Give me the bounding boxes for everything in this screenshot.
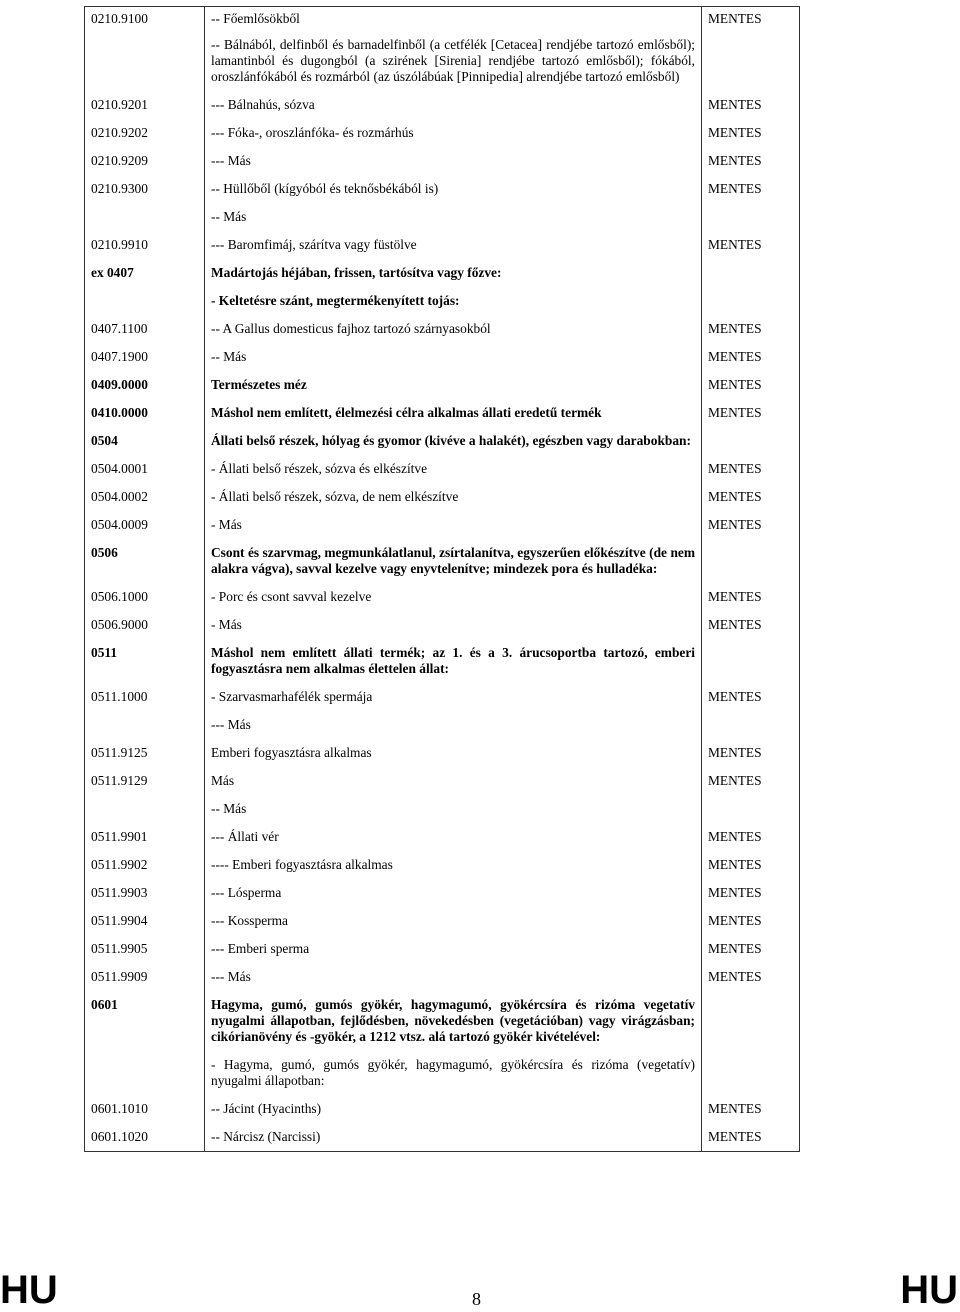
tariff-code: 0511.1000 [85,683,205,711]
table-row [85,991,800,1051]
exemption-status [702,795,800,823]
tariff-code: 0210.9202 [85,119,205,147]
tariff-code: 0511.9129 [85,767,205,795]
table-row [85,1123,800,1152]
exemption-status: MENTES [702,343,800,371]
table-row [85,147,800,175]
tariff-code: 0504.0002 [85,483,205,511]
tariff-code: 0409.0000 [85,371,205,399]
exemption-status: MENTES [702,175,800,203]
exemption-status [702,287,800,315]
tariff-code: 0601.1020 [85,1123,205,1152]
table-row [85,739,800,767]
table-row [85,427,800,455]
table-row [85,711,800,739]
table-row [85,683,800,711]
goods-description: Emberi fogyasztásra alkalmas [205,739,702,767]
table-row [85,483,800,511]
table-row [85,259,800,287]
tariff-code [85,31,205,91]
goods-description: Természetes méz [205,371,702,399]
goods-description: - Állati belső részek, sózva és elkészítve [205,455,702,483]
exemption-status [702,711,800,739]
table-row [85,31,800,91]
tariff-code [85,203,205,231]
goods-description: Hagyma, gumó, gumós gyökér, hagymagumó, gyökércsíra és rizóma vegetatív nyugalmi állapotban, fejlődésben, növekedésben (vegetációban) vagy virágzásban; cikórianövény és -gyökér, a 1212 vtsz. alá tartozó gyökér kivételével: [205,991,702,1051]
exemption-status: MENTES [702,483,800,511]
table-row [85,851,800,879]
goods-description: - Hagyma, gumó, gumós gyökér, hagymagumó, gyökércsíra és rizóma (vegetatív) nyugalmi állapotban: [205,1051,702,1095]
exemption-status: MENTES [702,399,800,427]
table-row [85,7,800,32]
goods-description: Csont és szarvmag, megmunkálatlanul, zsírtalanítva, egyszerűen előkészítve (de nem alakra vágva), savval kezelve vagy enyvtelenítve; mindezek pora és hulladéka: [205,539,702,583]
goods-description: Máshol nem említett állati termék; az 1. és a 3. árucsoportba tartozó, emberi fogyasztásra nem alkalmas élettelen állat: [205,639,702,683]
table-row [85,91,800,119]
exemption-status: MENTES [702,823,800,851]
tariff-code: 0210.9201 [85,91,205,119]
tariff-code: 0511.9903 [85,879,205,907]
exemption-status: MENTES [702,231,800,259]
tariff-code: 0511.9125 [85,739,205,767]
tariff-code: 0210.9300 [85,175,205,203]
exemption-status: MENTES [702,7,800,32]
tariff-code: 0504.0009 [85,511,205,539]
tariff-code: 0506 [85,539,205,583]
goods-description: ---- Emberi fogyasztásra alkalmas [205,851,702,879]
table-row [85,767,800,795]
exemption-status [702,639,800,683]
goods-description: - Állati belső részek, sózva, de nem elkészítve [205,483,702,511]
goods-description: --- Kossperma [205,907,702,935]
table-row [85,907,800,935]
exemption-status: MENTES [702,91,800,119]
table-row [85,795,800,823]
goods-description: -- Más [205,343,702,371]
exemption-status: MENTES [702,371,800,399]
table-row [85,639,800,683]
exemption-status: MENTES [702,879,800,907]
table-row [85,231,800,259]
exemption-status: MENTES [702,455,800,483]
goods-description: --- Emberi sperma [205,935,702,963]
exemption-status [702,31,800,91]
goods-description: Más [205,767,702,795]
tariff-code [85,1051,205,1095]
goods-description: - Más [205,611,702,639]
tariff-table [84,6,800,1152]
goods-description: Madártojás héjában, frissen, tartósítva vagy főzve: [205,259,702,287]
tariff-code: 0407.1900 [85,343,205,371]
tariff-code: 0511.9905 [85,935,205,963]
table-row [85,371,800,399]
exemption-status: MENTES [702,851,800,879]
table-row [85,935,800,963]
tariff-code: 0210.9910 [85,231,205,259]
exemption-status [702,427,800,455]
table-row [85,823,800,851]
goods-description: - Porc és csont savval kezelve [205,583,702,611]
table-row [85,583,800,611]
table-row [85,1051,800,1095]
table-row [85,287,800,315]
tariff-code: 0210.9209 [85,147,205,175]
table-row [85,879,800,907]
exemption-status: MENTES [702,963,800,991]
goods-description: Állati belső részek, hólyag és gyomor (kivéve a halakét), egészben vagy darabokban: [205,427,702,455]
goods-description: --- Más [205,711,702,739]
table-row [85,963,800,991]
goods-description: -- Más [205,795,702,823]
exemption-status: MENTES [702,583,800,611]
tariff-code: 0511.9904 [85,907,205,935]
exemption-status [702,203,800,231]
table-row [85,539,800,583]
tariff-code: 0511 [85,639,205,683]
table-row [85,1095,800,1123]
goods-description: --- Baromfimáj, szárítva vagy füstölve [205,231,702,259]
exemption-status: MENTES [702,119,800,147]
goods-description: --- Lósperma [205,879,702,907]
goods-description: -- Nárcisz (Narcissi) [205,1123,702,1152]
tariff-code: 0410.0000 [85,399,205,427]
goods-description: - Más [205,511,702,539]
goods-description: Máshol nem említett, élelmezési célra alkalmas állati eredetű termék [205,399,702,427]
goods-description: --- Bálnahús, sózva [205,91,702,119]
exemption-status: MENTES [702,511,800,539]
footer-country-mark-right: HU [900,1268,958,1312]
tariff-code [85,287,205,315]
goods-description: --- Állati vér [205,823,702,851]
exemption-status: MENTES [702,1123,800,1152]
exemption-status: MENTES [702,611,800,639]
exemption-status: MENTES [702,315,800,343]
exemption-status [702,991,800,1051]
table-row [85,175,800,203]
table-row [85,399,800,427]
tariff-code: 0504.0001 [85,455,205,483]
page-number: 8 [472,1289,481,1309]
exemption-status: MENTES [702,935,800,963]
exemption-status: MENTES [702,683,800,711]
tariff-code [85,711,205,739]
tariff-code: 0511.9901 [85,823,205,851]
table-row [85,511,800,539]
goods-description: -- Főemlősökből [205,7,702,32]
goods-description: -- Jácint (Hyacinths) [205,1095,702,1123]
goods-description: -- Hüllőből (kígyóból és teknősbékából is) [205,175,702,203]
goods-description: -- Más [205,203,702,231]
tariff-code: ex 0407 [85,259,205,287]
exemption-status: MENTES [702,1095,800,1123]
goods-description: --- Más [205,963,702,991]
tariff-code: 0601 [85,991,205,1051]
table-row [85,203,800,231]
tariff-code: 0601.1010 [85,1095,205,1123]
exemption-status: MENTES [702,147,800,175]
table-row [85,343,800,371]
tariff-table-body [85,7,800,1152]
table-row [85,611,800,639]
goods-description: --- Más [205,147,702,175]
footer-country-mark-left: HU [0,1268,58,1312]
goods-description: -- Bálnából, delfinből és barnadelfinből (a cetfélék [Cetacea] rendjébe tartozó emlősből); lamantinból és dugongból (a szirének [Sirenia] rendjébe tartozó emlősből); fókából, oroszlánfókából és rozmárból (az úszólábúak [Pinnipedia] alrendjébe tartozó emlősből) [205,31,702,91]
tariff-code: 0210.9100 [85,7,205,32]
goods-description: --- Fóka-, oroszlánfóka- és rozmárhús [205,119,702,147]
goods-description: - Keltetésre szánt, megtermékenyített tojás: [205,287,702,315]
table-row [85,315,800,343]
goods-description: -- A Gallus domesticus fajhoz tartozó szárnyasokból [205,315,702,343]
exemption-status: MENTES [702,767,800,795]
tariff-code: 0511.9902 [85,851,205,879]
tariff-code: 0511.9909 [85,963,205,991]
goods-description: - Szarvasmarhafélék spermája [205,683,702,711]
exemption-status: MENTES [702,907,800,935]
tariff-code: 0506.1000 [85,583,205,611]
table-row [85,455,800,483]
tariff-code: 0504 [85,427,205,455]
table-row [85,119,800,147]
tariff-code: 0506.9000 [85,611,205,639]
exemption-status: MENTES [702,739,800,767]
exemption-status [702,539,800,583]
exemption-status [702,259,800,287]
exemption-status [702,1051,800,1095]
tariff-code: 0407.1100 [85,315,205,343]
tariff-code [85,795,205,823]
